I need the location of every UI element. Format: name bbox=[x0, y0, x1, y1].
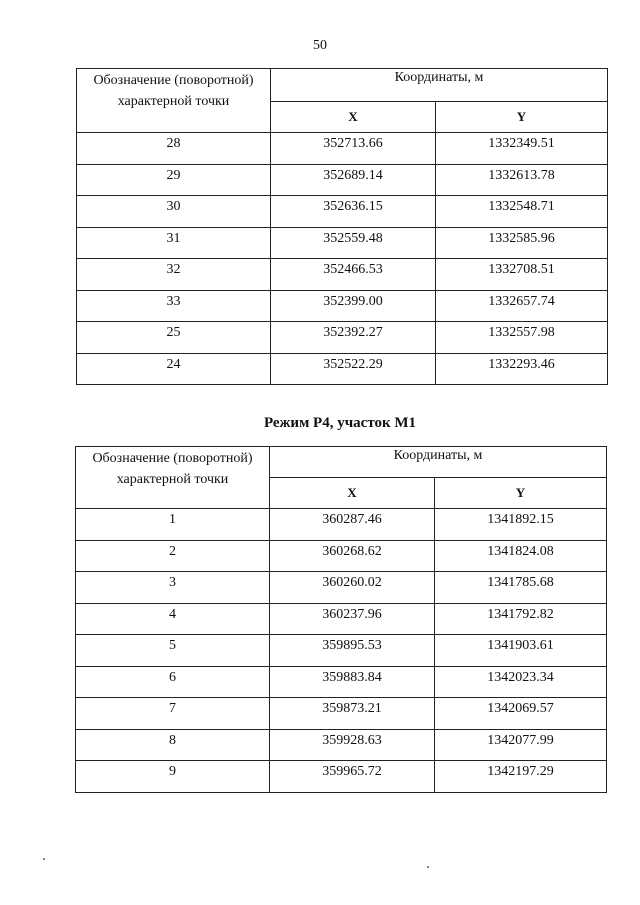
y-coordinate-cell: 1342023.34 bbox=[435, 666, 607, 698]
y-coordinate-cell: 1341785.68 bbox=[435, 572, 607, 604]
point-number-cell: 28 bbox=[77, 133, 271, 165]
y-coordinate-cell: 1342197.29 bbox=[435, 761, 607, 793]
table-row bbox=[77, 227, 608, 259]
y-coordinate-cell: 1342069.57 bbox=[435, 698, 607, 730]
x-column-header: X bbox=[270, 478, 435, 509]
x-coordinate-cell: 359895.53 bbox=[270, 635, 435, 667]
x-coordinate-cell: 359965.72 bbox=[270, 761, 435, 793]
y-coordinate-cell: 1341892.15 bbox=[435, 509, 607, 541]
x-column-header: X bbox=[271, 102, 436, 133]
y-coordinate-cell: 1332613.78 bbox=[436, 164, 608, 196]
x-coordinate-cell: 352713.66 bbox=[271, 133, 436, 165]
point-number-cell: 7 bbox=[76, 698, 270, 730]
point-number-cell: 24 bbox=[77, 353, 271, 385]
y-coordinate-cell: 1332548.71 bbox=[436, 196, 608, 228]
point-number-cell: 33 bbox=[77, 290, 271, 322]
point-number-cell: 3 bbox=[76, 572, 270, 604]
point-number-cell: 5 bbox=[76, 635, 270, 667]
page-number: 50 bbox=[313, 38, 327, 53]
point-number-cell: 9 bbox=[76, 761, 270, 793]
table-row bbox=[76, 603, 607, 635]
scan-speck bbox=[43, 858, 45, 860]
y-coordinate-cell: 1332708.51 bbox=[436, 259, 608, 291]
y-coordinate-cell: 1332293.46 bbox=[436, 353, 608, 385]
x-coordinate-cell: 359928.63 bbox=[270, 729, 435, 761]
table-1-body bbox=[77, 133, 608, 385]
y-column-header: Y bbox=[435, 478, 607, 509]
table-row bbox=[77, 353, 608, 385]
y-coordinate-cell: 1341792.82 bbox=[435, 603, 607, 635]
point-number-cell: 29 bbox=[77, 164, 271, 196]
x-coordinate-cell: 360268.62 bbox=[270, 540, 435, 572]
coordinates-table-1 bbox=[76, 68, 608, 385]
x-coordinate-cell: 359873.21 bbox=[270, 698, 435, 730]
x-coordinate-cell: 360260.02 bbox=[270, 572, 435, 604]
point-number-cell: 1 bbox=[76, 509, 270, 541]
x-coordinate-cell: 359883.84 bbox=[270, 666, 435, 698]
point-number-cell: 8 bbox=[76, 729, 270, 761]
scan-speck bbox=[427, 866, 429, 868]
table-row bbox=[76, 698, 607, 730]
x-coordinate-cell: 352392.27 bbox=[271, 322, 436, 354]
x-coordinate-cell: 352522.29 bbox=[271, 353, 436, 385]
y-column-header: Y bbox=[436, 102, 608, 133]
table-row bbox=[76, 572, 607, 604]
y-coordinate-cell: 1341903.61 bbox=[435, 635, 607, 667]
x-coordinate-cell: 352636.15 bbox=[271, 196, 436, 228]
y-coordinate-cell: 1332657.74 bbox=[436, 290, 608, 322]
table-row bbox=[76, 635, 607, 667]
point-designation-header: Обозначение (поворотной) характерной точки bbox=[77, 69, 271, 133]
section-title: Режим Р4, участок М1 bbox=[263, 415, 417, 431]
y-coordinate-cell: 1332349.51 bbox=[436, 133, 608, 165]
table-row bbox=[76, 729, 607, 761]
x-coordinate-cell: 360287.46 bbox=[270, 509, 435, 541]
table-row bbox=[77, 259, 608, 291]
x-coordinate-cell: 352559.48 bbox=[271, 227, 436, 259]
point-number-cell: 6 bbox=[76, 666, 270, 698]
table-row bbox=[77, 196, 608, 228]
y-coordinate-cell: 1332557.98 bbox=[436, 322, 608, 354]
table-row bbox=[76, 509, 607, 541]
table-row bbox=[76, 540, 607, 572]
table-row bbox=[76, 761, 607, 793]
table-row bbox=[77, 133, 608, 165]
table-row bbox=[77, 290, 608, 322]
y-coordinate-cell: 1332585.96 bbox=[436, 227, 608, 259]
table-2-body bbox=[76, 509, 607, 793]
point-number-cell: 32 bbox=[77, 259, 271, 291]
x-coordinate-cell: 360237.96 bbox=[270, 603, 435, 635]
x-coordinate-cell: 352689.14 bbox=[271, 164, 436, 196]
point-number-cell: 25 bbox=[77, 322, 271, 354]
table-row bbox=[77, 164, 608, 196]
table-row bbox=[77, 322, 608, 354]
point-number-cell: 2 bbox=[76, 540, 270, 572]
table-row bbox=[76, 666, 607, 698]
point-number-cell: 4 bbox=[76, 603, 270, 635]
x-coordinate-cell: 352466.53 bbox=[271, 259, 436, 291]
coordinates-table-2 bbox=[75, 446, 607, 793]
x-coordinate-cell: 352399.00 bbox=[271, 290, 436, 322]
y-coordinate-cell: 1342077.99 bbox=[435, 729, 607, 761]
coordinates-header: Координаты, м bbox=[271, 69, 608, 102]
coordinates-header: Координаты, м bbox=[270, 447, 607, 478]
point-designation-header: Обозначение (поворотной) характерной точки bbox=[76, 447, 270, 509]
y-coordinate-cell: 1341824.08 bbox=[435, 540, 607, 572]
point-number-cell: 30 bbox=[77, 196, 271, 228]
point-number-cell: 31 bbox=[77, 227, 271, 259]
